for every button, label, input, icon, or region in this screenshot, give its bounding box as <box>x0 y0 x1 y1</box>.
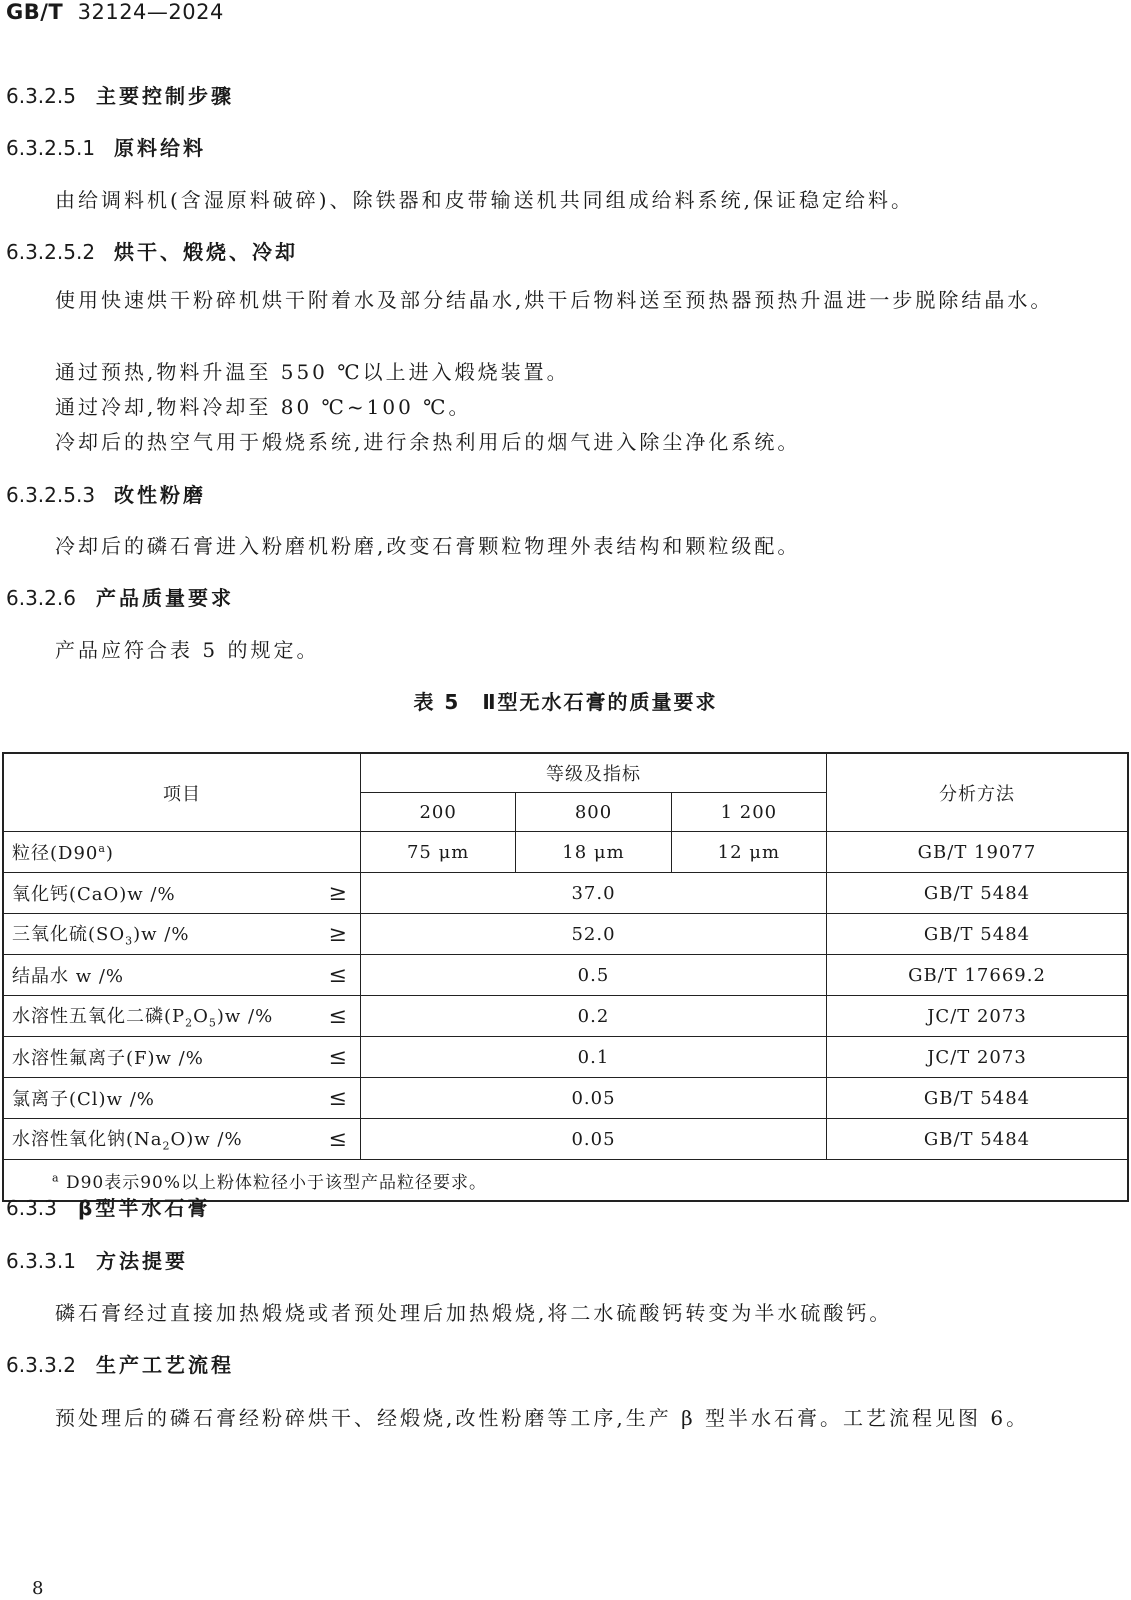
page-number: 8 <box>32 1578 44 1599</box>
section-title: 方法提要 <box>96 1249 188 1273</box>
row-label: 结晶水 w /% ≤ <box>3 955 361 996</box>
row-label: 水溶性五氧化二磷$(P_2O_5)w$ /% ≤ <box>3 996 361 1037</box>
section-title: 产品质量要求 <box>96 586 234 610</box>
section-number: 6.3.2.5.3 <box>6 483 96 507</box>
row-label: 水溶性氟离子(F)w /% ≤ <box>3 1037 361 1078</box>
section-heading <box>6 1192 210 1221</box>
paragraph: 通过预热,物料升温至 550 ℃以上进入煅烧装置。 <box>55 360 570 384</box>
section-heading <box>6 1349 234 1378</box>
section-number: 6.3.3 <box>6 1196 57 1220</box>
quality-table <box>2 752 1129 1202</box>
grade-header: 200 <box>361 793 516 832</box>
cell-method: GB/T 5484 <box>827 873 1129 914</box>
cell-method: GB/T 17669.2 <box>827 955 1129 996</box>
section-heading <box>6 1245 188 1274</box>
cell-value: 52.0 <box>361 914 827 955</box>
comparison-symbol: ≤ <box>328 1126 348 1152</box>
cell-method: JC/T 2073 <box>827 1037 1129 1078</box>
section-number: 6.3.2.5.2 <box>6 240 96 264</box>
comparison-symbol: ≥ <box>328 921 348 947</box>
cell-value: 37.0 <box>361 873 827 914</box>
cell-method: GB/T 5484 <box>827 1119 1129 1160</box>
cell-value: 12 μm <box>671 832 826 873</box>
cell-value: 0.05 <box>361 1078 827 1119</box>
paragraph: 冷却后的热空气用于煅烧系统,进行余热利用后的烟气进入除尘净化系统。 <box>55 430 801 454</box>
section-heading <box>6 582 234 611</box>
row-label: 氧化钙(CaO)w /% ≥ <box>3 873 361 914</box>
section-heading <box>6 80 234 109</box>
section-number: 6.3.3.1 <box>6 1249 76 1273</box>
cell-value: 18 μm <box>516 832 671 873</box>
table-row <box>3 955 1128 996</box>
paragraph: 由给调料机(含湿原料破碎)、除铁器和皮带输送机共同组成给料系统,保证稳定给料。 <box>55 188 914 212</box>
standard-header <box>6 0 224 24</box>
cell-value: 0.5 <box>361 955 827 996</box>
table-row <box>3 996 1128 1037</box>
col-header-item: 项目 <box>3 753 361 832</box>
paragraph: 冷却后的磷石膏进入粉磨机粉磨,改变石膏颗粒物理外表结构和颗粒级配。 <box>55 534 801 558</box>
section-heading <box>6 236 298 265</box>
section-number: 6.3.3.2 <box>6 1353 76 1377</box>
section-number: 6.3.2.6 <box>6 586 76 610</box>
section-title: 烘干、煅烧、冷却 <box>114 240 298 264</box>
section-title: 主要控制步骤 <box>96 84 234 108</box>
cell-method: JC/T 2073 <box>827 996 1129 1037</box>
section-title: 原料给料 <box>114 136 206 160</box>
row-label: 粒径(D90$^a$) <box>3 832 361 873</box>
cell-value: 0.1 <box>361 1037 827 1078</box>
cell-value: 0.2 <box>361 996 827 1037</box>
table-row <box>3 914 1128 955</box>
table-row <box>3 1078 1128 1119</box>
table-row <box>3 832 1128 873</box>
cell-method: GB/T 5484 <box>827 914 1129 955</box>
section-heading <box>6 132 206 161</box>
standard-code: GB/T <box>6 0 64 24</box>
section-title: β型半水石膏 <box>78 1196 211 1220</box>
grade-header: 800 <box>516 793 671 832</box>
comparison-symbol: ≤ <box>328 1003 348 1029</box>
cell-method: GB/T 5484 <box>827 1078 1129 1119</box>
standard-number: 32124—2024 <box>77 0 224 24</box>
row-label: 水溶性氧化钠$(Na_2O)w$ /% ≤ <box>3 1119 361 1160</box>
comparison-symbol: ≤ <box>328 962 348 988</box>
comparison-symbol: ≤ <box>328 1044 348 1070</box>
row-label: 氯离子(Cl)w /% ≤ <box>3 1078 361 1119</box>
comparison-symbol: ≤ <box>328 1085 348 1111</box>
paragraph: 通过冷却,物料冷却至 80 ℃~100 ℃。 <box>55 395 472 419</box>
paragraph: 预处理后的磷石膏经粉碎烘干、经煅烧,改性粉磨等工序,生产 β 型半水石膏。工艺流程见图 6。 <box>55 1406 1030 1430</box>
col-header-grade: 等级及指标 <box>361 753 827 793</box>
section-number: 6.3.2.5 <box>6 84 76 108</box>
cell-value: 0.05 <box>361 1119 827 1160</box>
col-header-method: 分析方法 <box>827 753 1129 832</box>
table-row <box>3 873 1128 914</box>
table-row <box>3 1119 1128 1160</box>
section-title: 生产工艺流程 <box>96 1353 234 1377</box>
table-footnote: $^a$ D90表示90%以上粉体粒径小于该型产品粒径要求。 <box>3 1160 1128 1202</box>
comparison-symbol: ≥ <box>328 880 348 906</box>
table-caption: 表 5 Ⅱ型无水石膏的质量要求 <box>413 690 718 714</box>
table-row <box>3 1037 1128 1078</box>
paragraph: 磷石膏经过直接加热煅烧或者预处理后加热煅烧,将二水硫酸钙转变为半水硫酸钙。 <box>55 1301 893 1325</box>
paragraph: 使用快速烘干粉碎机烘干附着水及部分结晶水,烘干后物料送至预热器预热升温进一步脱除结晶水。 <box>55 288 1054 312</box>
paragraph: 产品应符合表 5 的规定。 <box>55 638 320 662</box>
section-heading <box>6 479 206 508</box>
section-title: 改性粉磨 <box>114 483 206 507</box>
cell-method: GB/T 19077 <box>827 832 1129 873</box>
cell-value: 75 μm <box>361 832 516 873</box>
section-number: 6.3.2.5.1 <box>6 136 96 160</box>
row-label: 三氧化硫$(SO_3)w$ /% ≥ <box>3 914 361 955</box>
grade-header: 1 200 <box>671 793 826 832</box>
